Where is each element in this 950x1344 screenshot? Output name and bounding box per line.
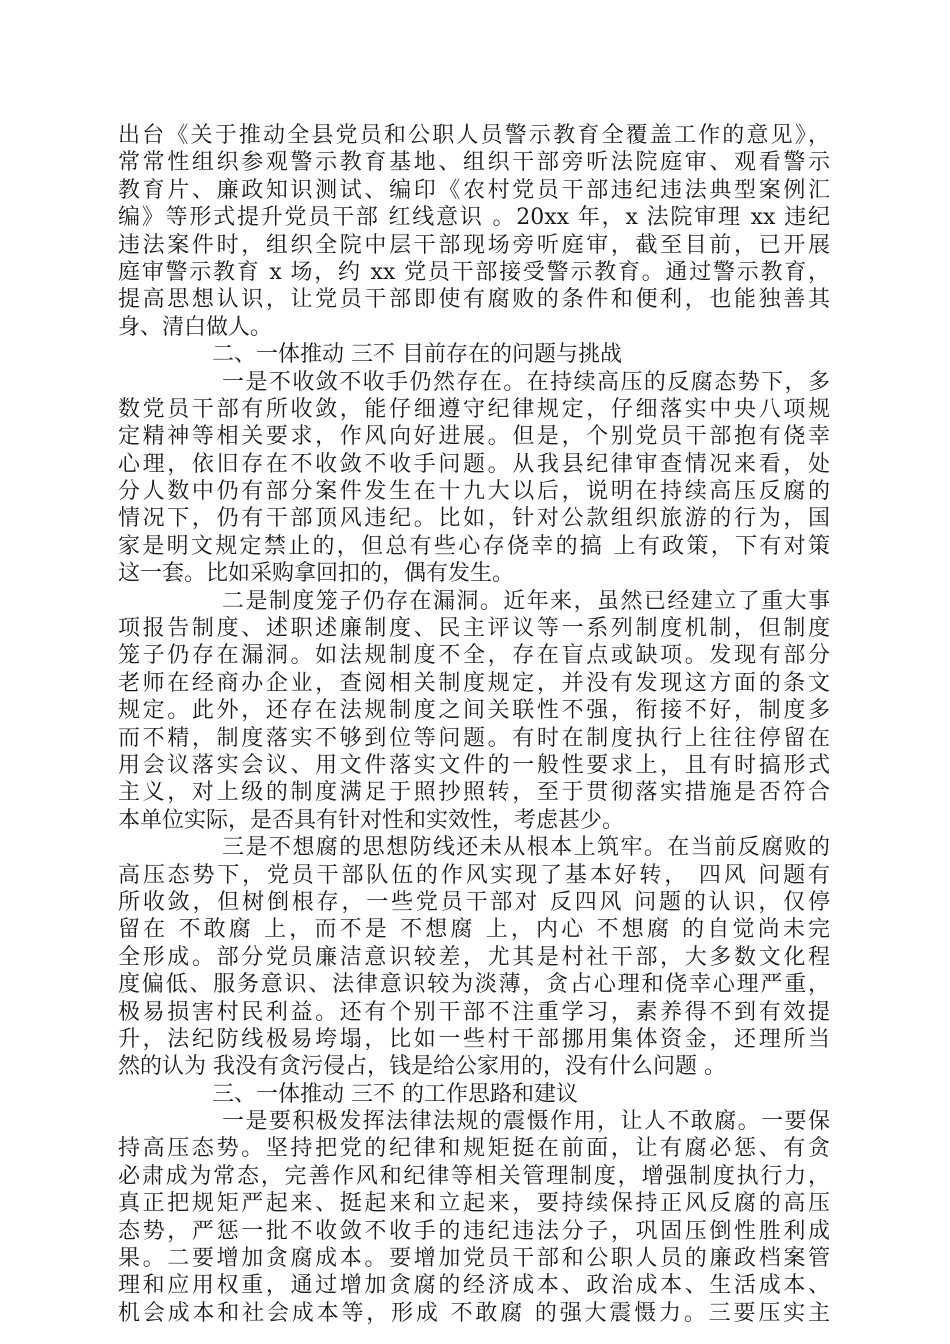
text-line: 理和应用权重，通过增加贪腐的经济成本、政治成本、生活成本、	[118, 1273, 830, 1299]
text-line: 本单位实际，是否具有针对性和实效性，考虑甚少。	[118, 807, 625, 833]
text-line: 必肃成为常态，完善作风和纪律等相关管理制度，增强制度执行力，	[118, 1163, 830, 1189]
text-line: 全形成。部分党员廉洁意识较差，尤其是村社干部，大多数文化程	[118, 944, 830, 970]
text-line: 违法案件时，组织全院中层干部现场旁听庭审，截至目前，已开展	[118, 232, 830, 258]
text-line: 机会成本和社会成本等，形成 不敢腐 的强大震慑力。三要压实主	[118, 1300, 830, 1326]
text-line: 这一套。比如采购拿回扣的，偶有发生。	[118, 561, 515, 587]
text-line: 态势，严惩一批不收敛不收手的违纪违法分子，巩固压倒性胜利成	[118, 1218, 830, 1244]
text-line: 庭审警示教育 x 场，约 xx 党员干部接受警示教育。通过警示教育，	[118, 259, 830, 285]
text-line: 果。二要增加贪腐成本。要增加党员干部和公职人员的廉政档案管	[118, 1246, 830, 1272]
text-line: 三是不想腐的思想防线还未从根本上筑牢。在当前反腐败的	[222, 835, 830, 861]
text-line: 然的认为 我没有贪污侵占，钱是给公家用的，没有什么问题 。	[118, 1054, 726, 1080]
text-line: 情况下，仍有干部顶风违纪。比如，针对公款组织旅游的行为，国	[118, 506, 830, 532]
text-line: 数党员干部有所收敛，能仔细遵守纪律规定，仔细落实中央八项规	[118, 396, 830, 422]
text-line: 老师在经商办企业，查阅相关制度规定，并没有发现这方面的条文	[118, 670, 830, 696]
text-line: 高压态势下，党员干部队伍的作风实现了基本好转， 四风 问题有	[118, 862, 830, 888]
document-page	[118, 122, 830, 1327]
text-line: 二是制度笼子仍存在漏洞。近年来，虽然已经建立了重大事	[222, 588, 830, 614]
text-line: 家是明文规定禁止的，但总有些心存侥幸的搞 上有政策，下有对策	[118, 533, 830, 559]
text-line: 编》等形式提升党员干部 红线意识 。20xx 年，x 法院审理 xx 违纪	[118, 205, 830, 231]
text-line: 持高压态势。坚持把党的纪律和规矩挺在前面，让有腐必惩、有贪	[118, 1136, 830, 1162]
text-line: 真正把规矩严起来、挺起来和立起来，要持续保持正风反腐的高压	[118, 1191, 830, 1217]
text-line: 而不精，制度落实不够到位等问题。有时在制度执行上往往停留在	[118, 725, 830, 751]
text-line: 项报告制度、述职述廉制度、民主评议等一系列制度机制，但制度	[118, 616, 830, 642]
text-line: 所收敛，但树倒根存，一些党员干部对 反四风 问题的认识，仅停	[118, 889, 830, 915]
section-heading: 二、一体推动 三不 目前存在的问题与挑战	[212, 342, 622, 368]
text-line: 度偏低、服务意识、法律意识较为淡薄，贪占心理和侥幸心理严重，	[118, 972, 830, 998]
text-line: 一是不收敛不收手仍然存在。在持续高压的反腐态势下，多	[222, 369, 830, 395]
text-line: 身、清白做人。	[118, 314, 273, 340]
text-line: 心理，依旧存在不收敛不收手问题。从我县纪律审查情况来看，处	[118, 451, 830, 477]
text-line: 主义，对上级的制度满足于照抄照转，至于贯彻落实措施是否符合	[118, 780, 830, 806]
text-line: 提高思想认识，让党员干部即使有腐败的条件和便利，也能独善其	[118, 287, 830, 313]
text-line: 教育片、廉政知识测试、编印《农村党员干部违纪违法典型案例汇	[118, 177, 830, 203]
text-line: 定精神等相关要求，作风向好进展。但是，个别党员干部抱有侥幸	[118, 424, 830, 450]
text-line: 一是要积极发挥法律法规的震慑作用，让人不敢腐。一要保	[222, 1109, 830, 1135]
text-line: 常常性组织参观警示教育基地、组织干部旁听法院庭审、观看警示	[118, 150, 830, 176]
section-heading: 三、一体推动 三不 的工作思路和建议	[212, 1081, 578, 1107]
text-line: 升，法纪防线极易垮塌，比如一些村干部挪用集体资金，还理所当	[118, 1026, 830, 1052]
text-line: 规定。此外，还存在法规制度之间关联性不强，衔接不好，制度多	[118, 698, 830, 724]
text-line: 极易损害村民利益。还有个别干部不注重学习，素养得不到有效提	[118, 999, 830, 1025]
text-line: 出台《关于推动全县党员和公职人员警示教育全覆盖工作的意见》，	[118, 123, 830, 148]
text-line: 分人数中仍有部分案件发生在十九大以后，说明在持续高压反腐的	[118, 479, 830, 505]
text-line: 用会议落实会议、用文件落实文件的一般性要求上，且有时搞形式	[118, 752, 830, 778]
text-line: 笼子仍存在漏洞。如法规制度不全，存在盲点或缺项。发现有部分	[118, 643, 830, 669]
text-line: 留在 不敢腐 上，而不是 不想腐 上，内心 不想腐 的自觉尚未完	[118, 917, 830, 943]
